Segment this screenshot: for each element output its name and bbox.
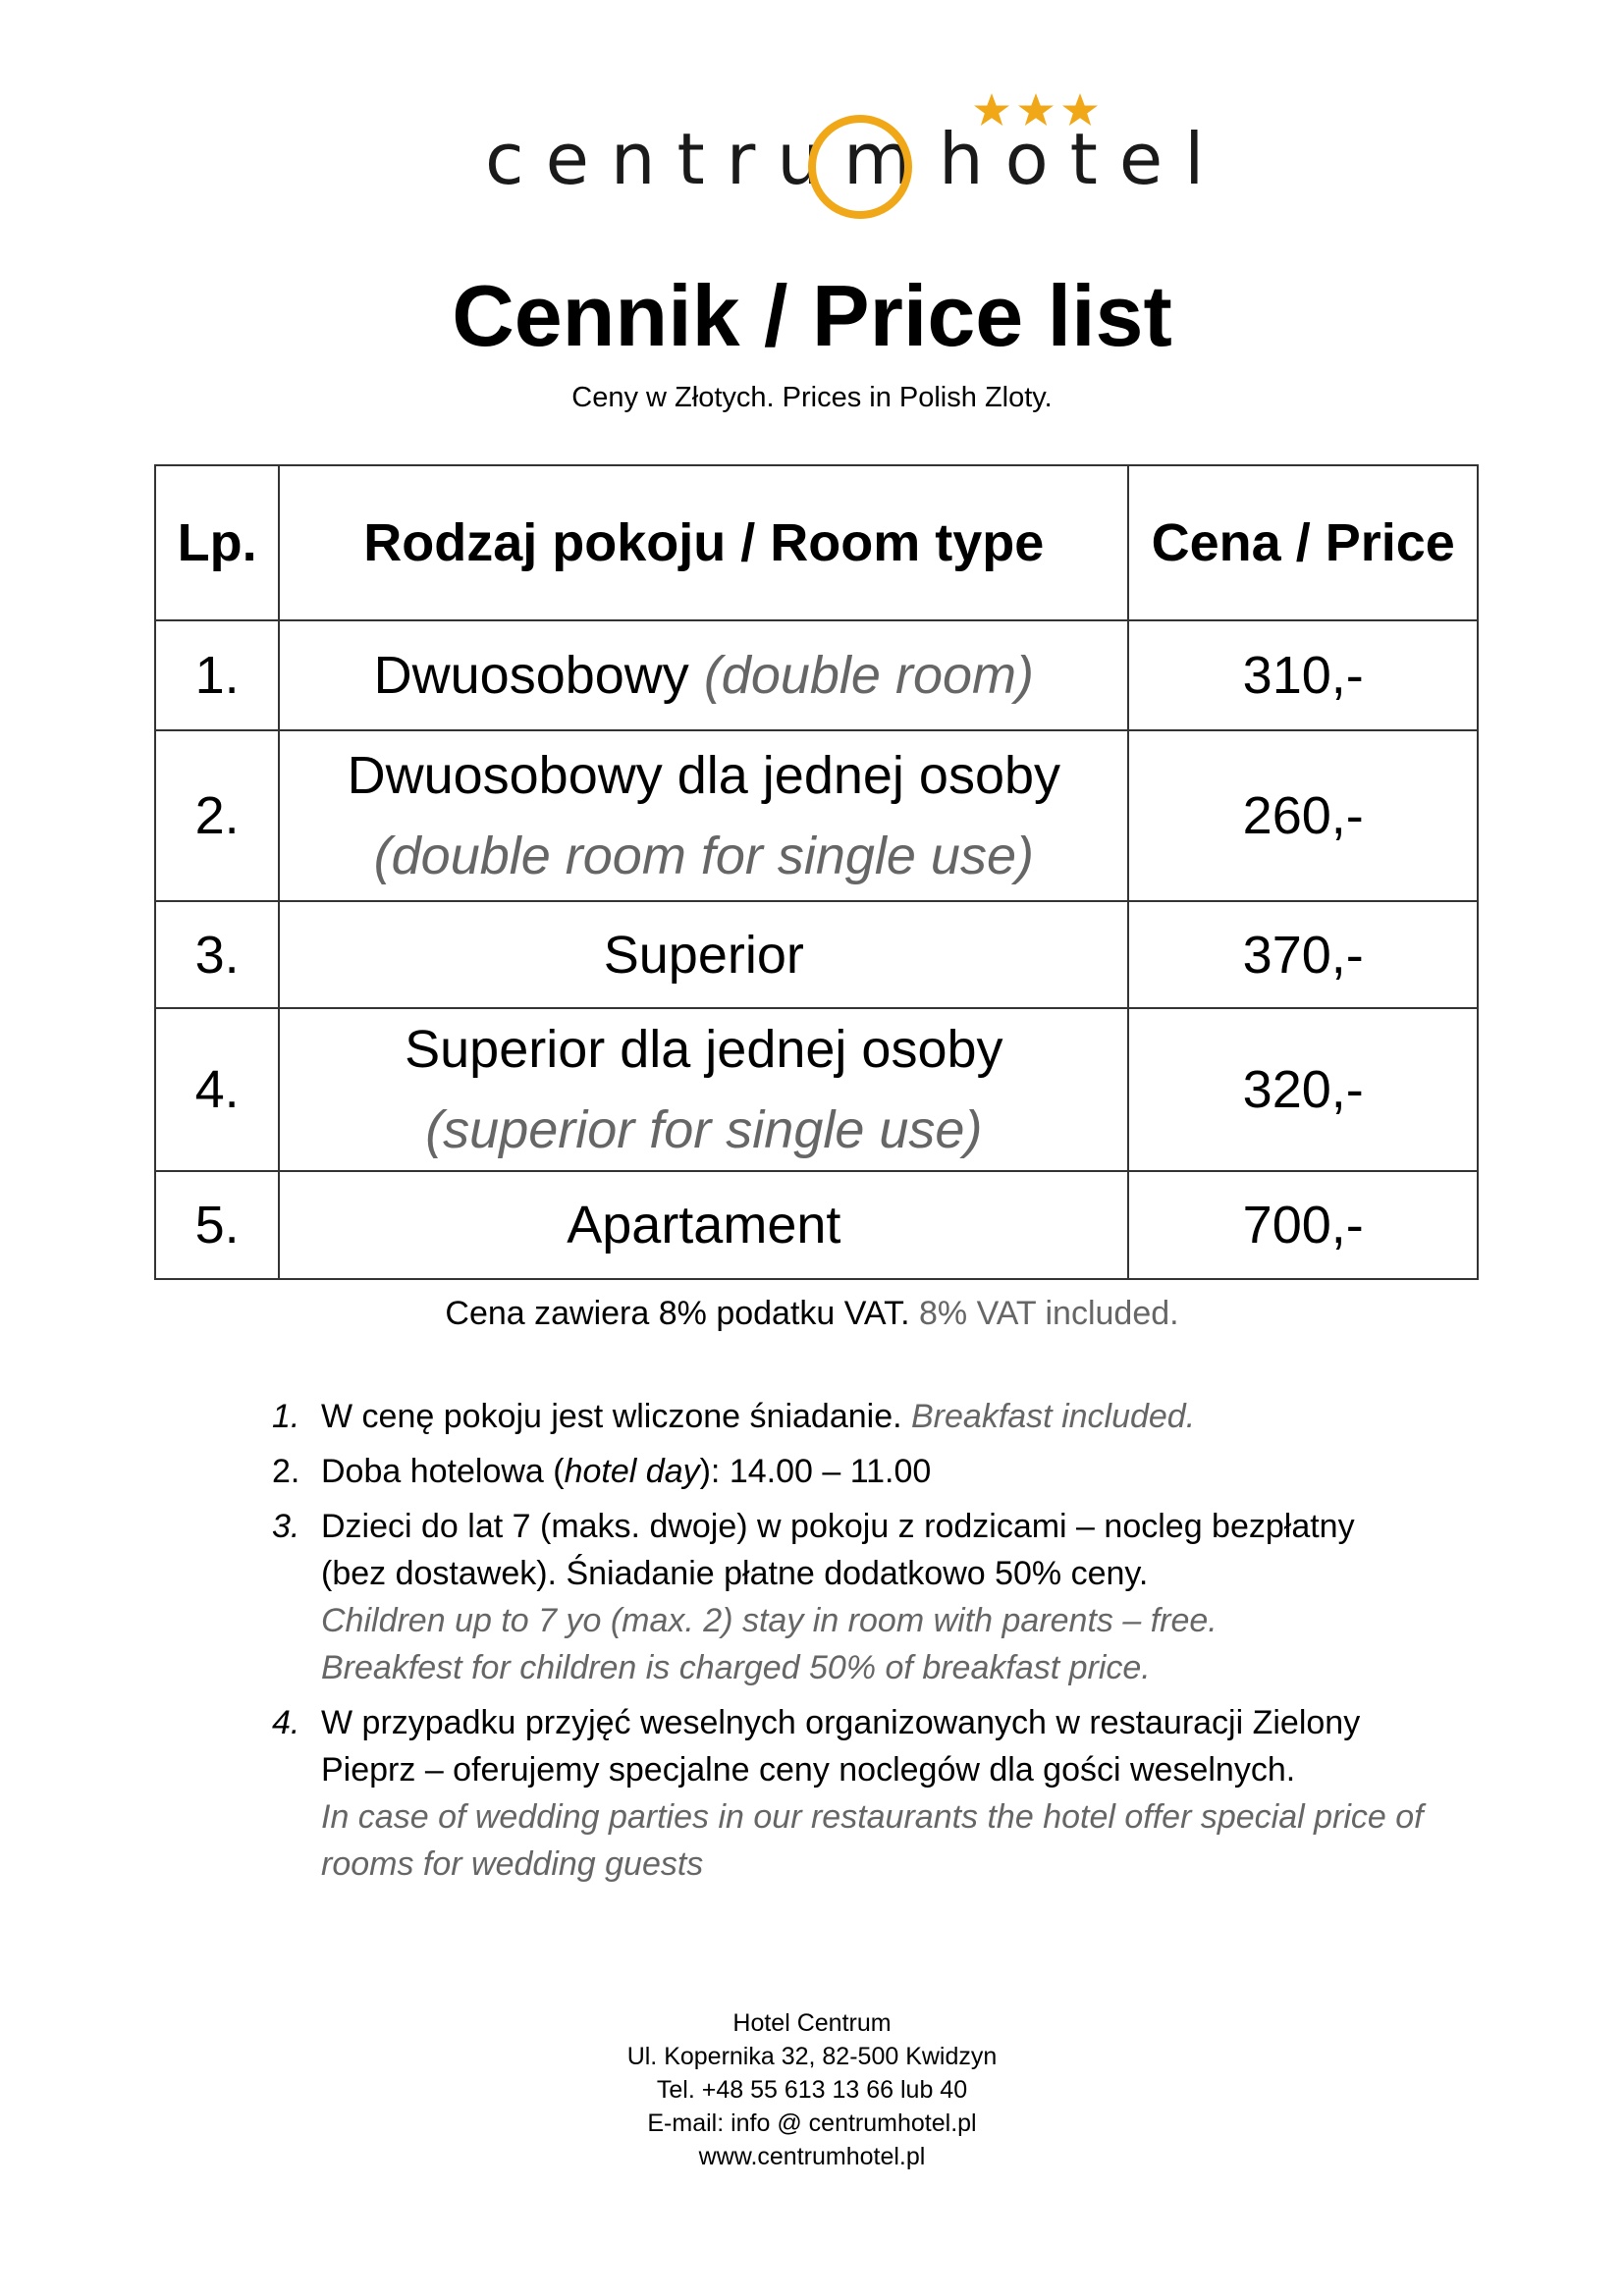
vat-note-en: 8% VAT included.	[918, 1295, 1179, 1332]
row-number: 2.	[155, 730, 279, 901]
table-header-row	[155, 465, 1478, 620]
room-price: 260,-	[1128, 730, 1478, 901]
row-number: 4.	[155, 1008, 279, 1171]
row-number: 5.	[155, 1171, 279, 1279]
notes-list	[267, 1393, 1426, 1896]
logo-word-hotel: hotel	[939, 118, 1226, 200]
room-name-en: (superior for single use)	[425, 1100, 983, 1159]
row-number: 3.	[155, 901, 279, 1008]
page-subtitle: Ceny w Złotych. Prices in Polish Zloty.	[571, 382, 1053, 413]
room-name-pl: Superior dla jednej osoby	[405, 1020, 1003, 1079]
three-stars-icon	[972, 90, 1100, 130]
hotel-logo	[485, 98, 1226, 226]
note-text-en: In case of wedding parties in our restaurants the hotel offer special price of rooms for wedding guests	[321, 1798, 1424, 1883]
note-text-pl: W cenę pokoju jest wliczone śniadanie.	[321, 1398, 902, 1435]
note-text-en: Breakfast included.	[911, 1398, 1196, 1435]
logo-ring-icon	[805, 112, 915, 222]
note-text-part: ): 14.00 – 11.00	[699, 1453, 932, 1490]
room-name-pl: Dwuosobowy dla jednej osoby	[347, 746, 1061, 805]
note-number: 2.	[272, 1453, 300, 1490]
room-type-cell	[279, 901, 1128, 1008]
price-table	[154, 464, 1479, 1280]
table-row	[155, 1171, 1478, 1279]
note-wedding	[267, 1699, 1426, 1888]
note-number: 1.	[272, 1398, 300, 1435]
note-breakfast	[267, 1393, 1426, 1440]
room-name-en: (double room for single use)	[373, 827, 1034, 885]
note-children	[267, 1503, 1426, 1691]
note-number: 4.	[272, 1704, 300, 1741]
header-room-type: Rodzaj pokoju / Room type	[279, 465, 1128, 620]
header-lp: Lp.	[155, 465, 279, 620]
room-price: 310,-	[1128, 620, 1478, 730]
room-price: 320,-	[1128, 1008, 1478, 1171]
page-title: Cennik / Price list	[452, 267, 1172, 364]
footer-website: www.centrumhotel.pl	[698, 2143, 926, 2170]
footer-phone: Tel. +48 55 613 13 66 lub 40	[656, 2076, 968, 2104]
room-price: 370,-	[1128, 901, 1478, 1008]
room-type-cell	[279, 730, 1128, 901]
table-row	[155, 730, 1478, 901]
room-name-pl: Superior	[603, 925, 804, 985]
note-text-pl	[321, 1453, 931, 1490]
note-hotel-day	[267, 1448, 1426, 1495]
footer-email: E-mail: info @ centrumhotel.pl	[647, 2109, 977, 2137]
note-text-italic: hotel day	[564, 1453, 700, 1490]
contact-footer	[0, 2006, 1624, 2173]
room-type-cell	[279, 620, 1128, 730]
room-name-pl: Dwuosobowy	[373, 646, 689, 705]
table-row	[155, 620, 1478, 730]
note-text-en: Breakfest for children is charged 50% of breakfast price.	[321, 1649, 1151, 1686]
vat-note-pl: Cena zawiera 8% podatku VAT.	[445, 1295, 910, 1332]
note-text-en: Children up to 7 yo (max. 2) stay in room with parents – free.	[321, 1602, 1218, 1639]
room-type-cell	[279, 1008, 1128, 1171]
note-text-pl: W przypadku przyjęć weselnych organizowanych w restauracji Zielony Pieprz – oferujemy specjalne ceny noclegów dla gości weselnych.	[321, 1704, 1361, 1789]
footer-hotel-name: Hotel Centrum	[732, 2009, 892, 2037]
header-price: Cena / Price	[1128, 465, 1478, 620]
room-price: 700,-	[1128, 1171, 1478, 1279]
footer-address: Ul. Kopernika 32, 82-500 Kwidzyn	[626, 2043, 998, 2070]
note-text-part: Doba hotelowa (	[321, 1453, 565, 1490]
room-name-pl: Apartament	[567, 1196, 841, 1255]
table-row	[155, 901, 1478, 1008]
room-name-en: (double room)	[703, 646, 1034, 705]
room-type-cell	[279, 1171, 1128, 1279]
note-text-pl: Dzieci do lat 7 (maks. dwoje) w pokoju z rodzicami – nocleg bezpłatny (bez dostawek). Śniadanie płatne dodatkowo 50% ceny.	[321, 1508, 1355, 1592]
logo-word-centrum: centrum	[485, 118, 935, 200]
row-number: 1.	[155, 620, 279, 730]
table-row	[155, 1008, 1478, 1171]
note-number: 3.	[272, 1508, 300, 1545]
vat-note	[0, 1292, 1624, 1335]
